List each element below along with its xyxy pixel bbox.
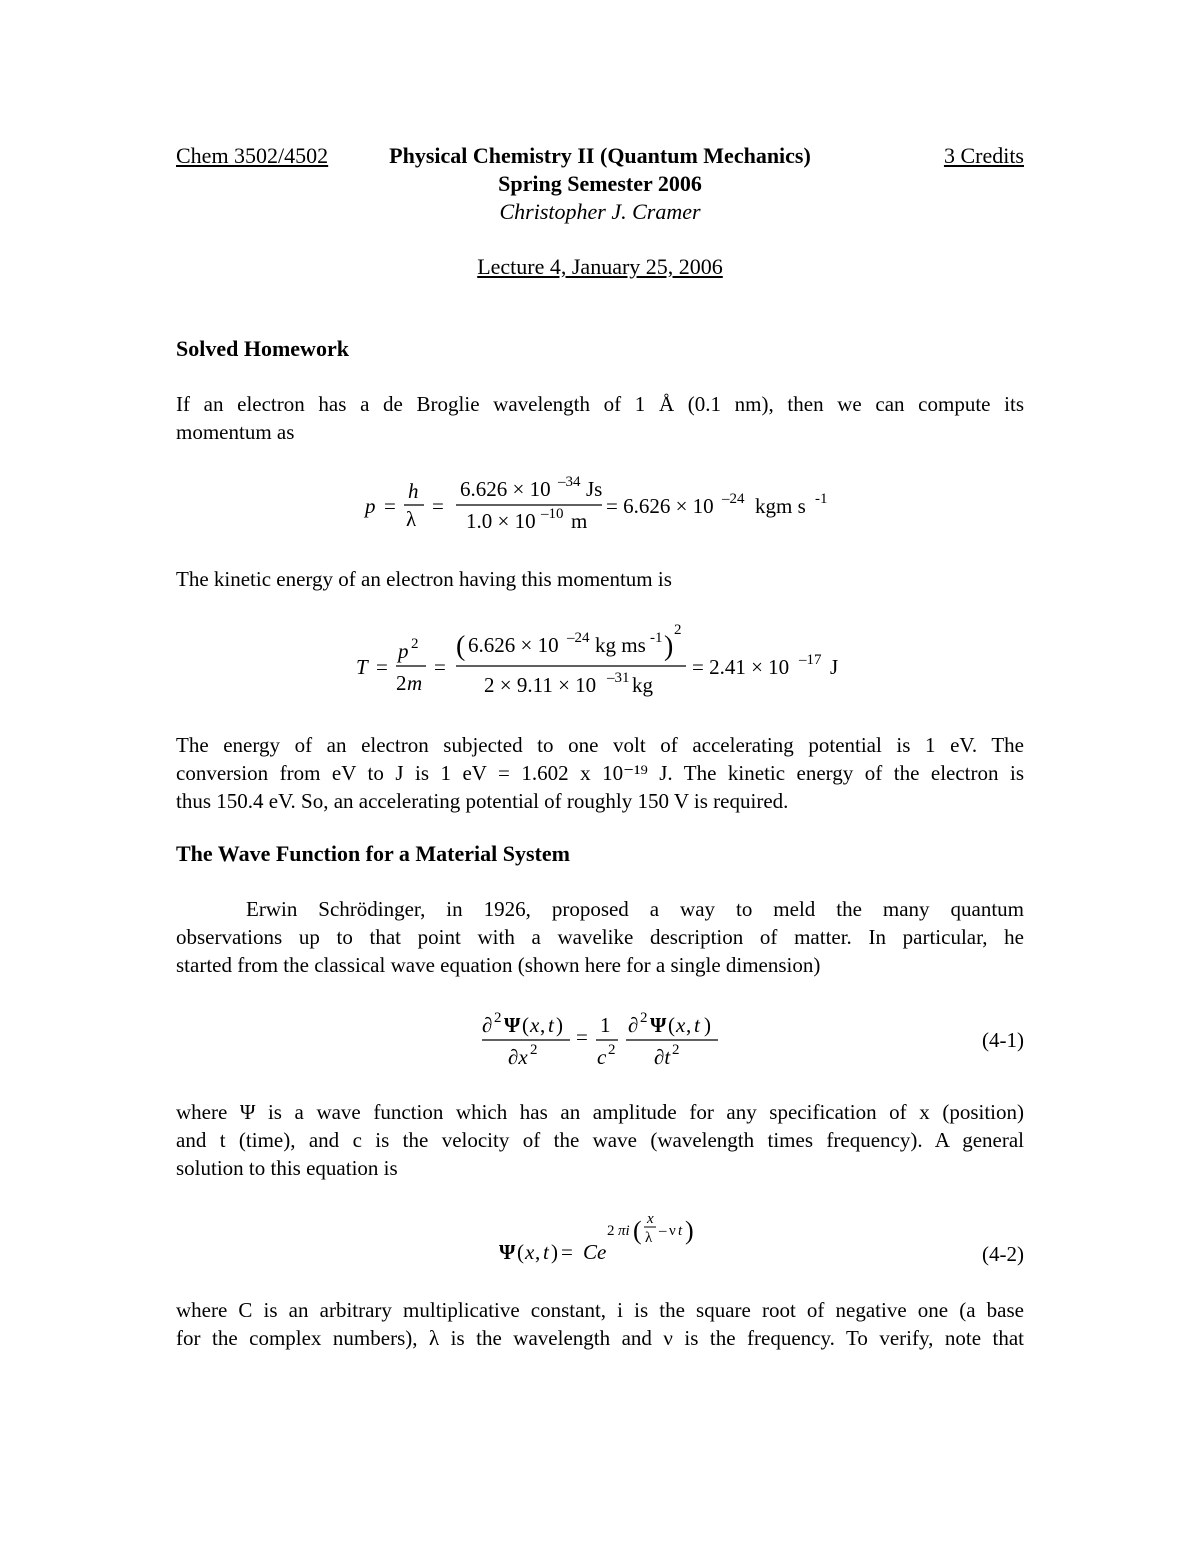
- svg-text:6.626 × 10: 6.626 × 10: [460, 477, 551, 501]
- equation-wave-4-1: [478, 1006, 728, 1076]
- semester: Spring Semester 2006: [498, 171, 702, 196]
- svg-text:x: x: [525, 1240, 535, 1264]
- svg-text:T: T: [356, 655, 368, 679]
- svg-text:p: p: [365, 494, 376, 518]
- svg-text:–24: –24: [722, 491, 745, 507]
- svg-text:2: 2: [396, 671, 407, 695]
- svg-text:2: 2: [640, 1010, 648, 1026]
- svg-text:2: 2: [494, 1010, 502, 1026]
- svg-text:t: t: [678, 1223, 683, 1239]
- svg-text:2: 2: [674, 622, 682, 638]
- svg-text:Ψ: Ψ: [499, 1240, 516, 1264]
- section-heading-solved-homework: Solved Homework: [176, 336, 349, 361]
- svg-text:=: =: [384, 494, 396, 518]
- svg-text:Ψ: Ψ: [650, 1013, 667, 1037]
- svg-text:(: (: [522, 1013, 529, 1037]
- svg-text:(: (: [517, 1240, 524, 1264]
- paragraph-homework-intro: If an electron has a de Broglie wavelength of 1 Å (0.1 nm), then we can compute its momentum as: [176, 392, 1024, 444]
- svg-text:kgm s: kgm s: [755, 494, 806, 518]
- svg-text:): ): [664, 631, 674, 662]
- svg-text:=: =: [561, 1240, 573, 1264]
- svg-text:,: ,: [540, 1013, 546, 1037]
- svg-text:2: 2: [411, 636, 419, 652]
- svg-text:=: =: [434, 655, 446, 679]
- svg-text:2: 2: [672, 1042, 680, 1058]
- svg-text:λ: λ: [406, 507, 417, 531]
- svg-text:=: =: [432, 494, 444, 518]
- section-heading-wave-function: The Wave Function for a Material System: [176, 841, 570, 866]
- svg-text:x: x: [676, 1013, 686, 1037]
- equation-momentum: [360, 468, 840, 538]
- svg-text:-1: -1: [815, 491, 828, 507]
- svg-text:–10: –10: [541, 506, 564, 522]
- svg-text:J: J: [830, 655, 839, 679]
- svg-text:πi: πi: [618, 1223, 630, 1239]
- svg-text:–17: –17: [799, 652, 822, 668]
- course-number: Chem 3502/4502: [176, 143, 329, 168]
- svg-text:x: x: [647, 1211, 654, 1227]
- svg-text:= 2.41 × 10: = 2.41 × 10: [692, 655, 790, 679]
- svg-text:∂: ∂: [628, 1013, 639, 1037]
- svg-text:p: p: [398, 639, 409, 663]
- svg-text:2 × 9.11 × 10: 2 × 9.11 × 10: [484, 673, 597, 697]
- svg-text:2: 2: [608, 1042, 616, 1058]
- course-credits: 3 Credits: [943, 143, 1024, 168]
- svg-text:h: h: [408, 479, 419, 503]
- svg-text:x: x: [530, 1013, 540, 1037]
- svg-text:∂x: ∂x: [508, 1045, 528, 1069]
- svg-text:(: (: [668, 1013, 675, 1037]
- lecture-date: Lecture 4, January 25, 2006: [477, 254, 723, 279]
- svg-text:–: –: [659, 1223, 667, 1239]
- svg-text:ν: ν: [669, 1223, 676, 1239]
- svg-text:-1: -1: [650, 630, 663, 646]
- header-row: [176, 143, 1024, 173]
- course-title: Physical Chemistry II (Quantum Mechanics): [389, 143, 811, 168]
- svg-text:Js: Js: [586, 477, 603, 501]
- svg-text:λ: λ: [645, 1230, 653, 1246]
- svg-text:= 6.626 × 10: = 6.626 × 10: [606, 494, 714, 518]
- equation-kinetic-energy: [352, 612, 852, 707]
- paragraph-kinetic-energy-intro: The kinetic energy of an electron having this momentum is: [176, 567, 672, 591]
- svg-text:–34: –34: [558, 474, 581, 490]
- svg-text:kg ms: kg ms: [595, 633, 646, 657]
- svg-text:): ): [704, 1013, 711, 1037]
- paragraph-accelerating-potential: The energy of an electron subjected to one volt of accelerating potential is 1 eV. The conversion from eV to J is 1 eV = 1.602 x 10⁻¹⁹ J. The kinetic energy of the electron is thus 150.4 eV. So, an accelerating potential of roughly 150 V is required.: [176, 733, 1024, 813]
- svg-text:(: (: [633, 1216, 642, 1245]
- svg-text:t: t: [543, 1240, 549, 1264]
- svg-text:–31: –31: [607, 670, 630, 686]
- svg-text:2: 2: [607, 1223, 615, 1239]
- svg-text:(: (: [456, 631, 466, 662]
- equation-label-4-1: (4-1): [982, 1028, 1024, 1052]
- svg-text:): ): [551, 1240, 558, 1264]
- svg-text:kg: kg: [632, 673, 653, 697]
- paragraph-constants-definition: where C is an arbitrary multiplicative constant, i is the square root of negative one (a base for the complex numbers), λ is the wavelength and ν is the frequency. To verify, note that: [176, 1298, 1024, 1350]
- paragraph-schrodinger: Erwin Schrödinger, in 1926, proposed a way to meld the many quantum observations up to that point with a wavelike description of matter. In particular, he started from the classical wave equation (shown here for a single dimension): [176, 897, 1024, 977]
- svg-text:∂: ∂: [482, 1013, 493, 1037]
- equation-label-4-2: (4-2): [982, 1242, 1024, 1266]
- svg-text:): ): [685, 1216, 694, 1245]
- svg-text:,: ,: [686, 1013, 692, 1037]
- svg-text:): ): [556, 1013, 563, 1037]
- svg-text:,: ,: [535, 1240, 541, 1264]
- svg-text:∂t: ∂t: [654, 1045, 671, 1069]
- svg-text:2: 2: [530, 1042, 538, 1058]
- svg-text:1.0 × 10: 1.0 × 10: [466, 509, 536, 533]
- paragraph-wave-function-definition: where Ψ is a wave function which has an amplitude for any specification of x (position) and t (time), and c is the velocity of the wave (wavelength times frequency). A general solution to this equation is: [176, 1100, 1024, 1180]
- equation-solution-4-2: [495, 1205, 725, 1275]
- svg-text:Ψ: Ψ: [504, 1013, 521, 1037]
- svg-text:=: =: [376, 655, 388, 679]
- author: Christopher J. Cramer: [499, 199, 701, 224]
- svg-text:t: t: [694, 1013, 700, 1037]
- svg-text:t: t: [548, 1013, 554, 1037]
- svg-text:–24: –24: [567, 630, 590, 646]
- svg-text:c: c: [597, 1045, 607, 1069]
- svg-text:m: m: [407, 671, 423, 695]
- svg-text:m: m: [571, 509, 588, 533]
- svg-text:6.626 × 10: 6.626 × 10: [468, 633, 559, 657]
- svg-text:=: =: [576, 1025, 588, 1049]
- svg-text:1: 1: [600, 1013, 611, 1037]
- svg-text:Ce: Ce: [583, 1240, 607, 1264]
